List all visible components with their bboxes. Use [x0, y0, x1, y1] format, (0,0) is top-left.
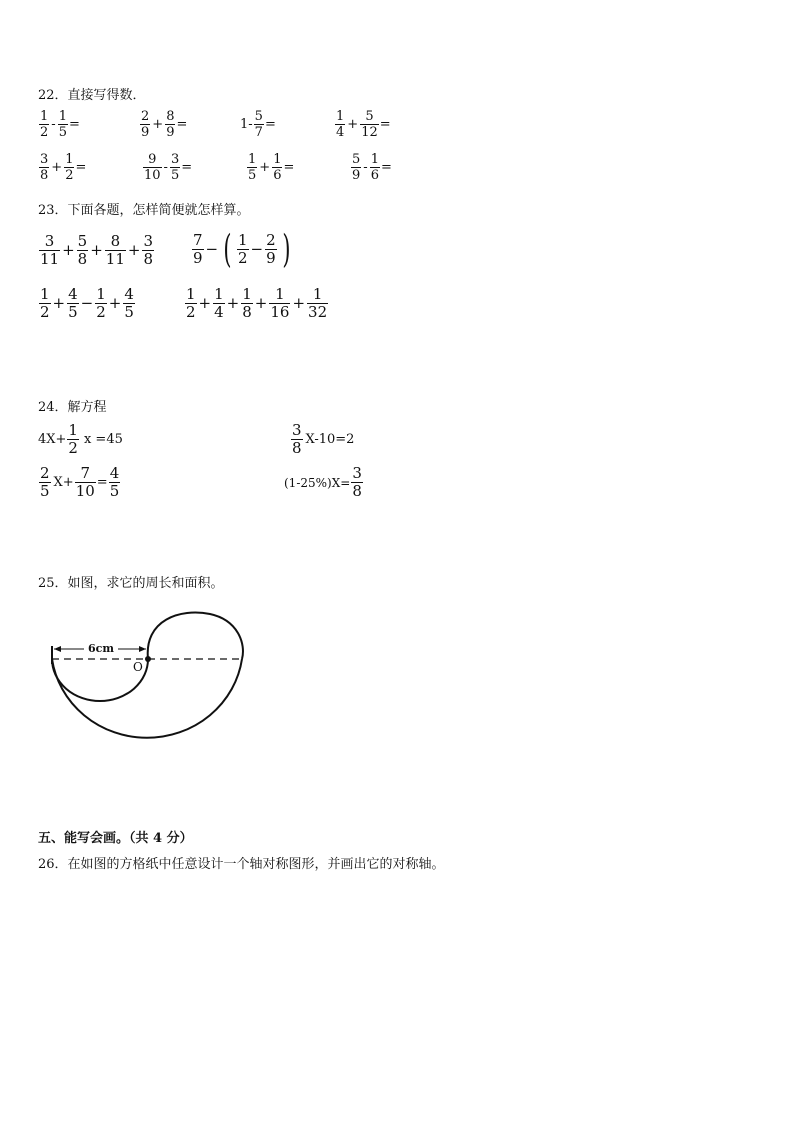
upper-arc: [148, 613, 243, 659]
q22-item-4: 1 4 + $\frac{5}{12}$ =: [336, 109, 391, 140]
center-label: O: [133, 660, 143, 674]
length-label: 6cm: [88, 642, 114, 655]
q22-item-1: 1 2 - $\frac{1}{5}$ =: [40, 109, 80, 140]
q25-title: 25．如图，求它的周长和面积。: [38, 576, 224, 591]
fraction: $\frac{1}{5}$: [58, 109, 67, 140]
q22-item-5: 3 8 + $\frac{1}{2}$ =: [40, 152, 87, 183]
q22-item-3: 1- $\frac{5}{7}$ =: [240, 109, 276, 140]
q23-expr-3: 1 2 + $\frac{4}{5}$ − $\frac{1}{2}$ + $\frac{4}{5}$: [40, 285, 134, 321]
q24-equation-3: 2 5 X+ $\frac{7}{10}$ = $\frac{4}{5}$: [40, 464, 120, 500]
q26-title: 26．在如图的方格纸中任意设计一个轴对称图形，并画出它的对称轴。: [38, 857, 445, 872]
q22-item-6: 9 10 - $\frac{3}{5}$ =: [144, 152, 193, 183]
q23-expr-1: 3 11 + $\frac{5}{8}$ + $\frac{8}{11}$ + $\frac{3}{8}$: [40, 232, 154, 268]
q22-item-2: 2 9 + $\frac{8}{9}$ =: [141, 109, 188, 140]
q22-item-7: 1 5 + $\frac{1}{6}$ =: [248, 152, 295, 183]
arrow-right-icon: [139, 646, 146, 652]
q23-expr-2: 7 9 − ( 1 2 − $\frac{2}{9}$ ): [193, 227, 291, 272]
q23-title: 23．下面各题，怎样简便就怎样算。: [38, 203, 250, 218]
q24-equation-1: 4X+ $\frac{1}{2}$ x =45: [38, 421, 123, 457]
fraction: 1 2: [40, 109, 49, 140]
spiral-figure: [40, 600, 260, 760]
q24-equation-2: 3 8 X-10=2: [292, 421, 355, 457]
q22-title: 22．直接写得数．: [38, 88, 146, 103]
q24-equation-4: (1-25%)X= $\frac{3}{8}$: [284, 464, 362, 500]
q23-expr-4: 1 2 + $\frac{1}{4}$ + $\frac{1}{8}$ + $\frac{1}{16}$ + $\frac{1}{32}$: [186, 285, 328, 321]
section-5-heading: 五、能写会画。（共 4 分）: [38, 831, 193, 846]
center-point: [145, 656, 151, 662]
q22-item-8: 5 9 - $\frac{1}{6}$ =: [352, 152, 392, 183]
q24-title: 24．解方程: [38, 400, 107, 415]
arrow-left-icon: [54, 646, 61, 652]
